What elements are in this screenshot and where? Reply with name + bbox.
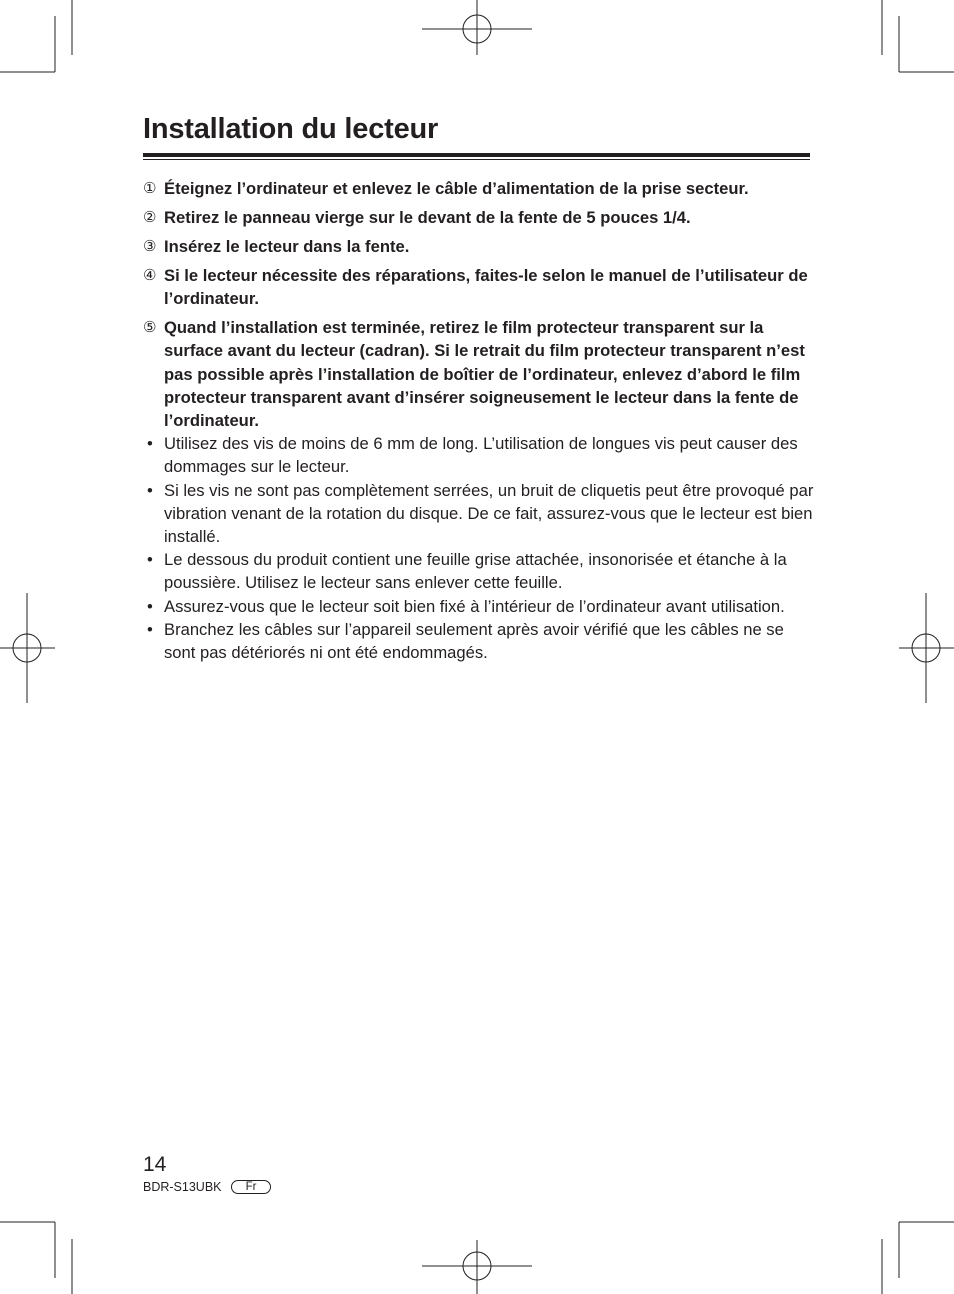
note-text: Si les vis ne sont pas complètement serrées, un bruit de cliquetis peut être provoqué par vibration venant de la rotation du disque. De ce fait, assurez-vous que le lecteur est bien installé.: [164, 480, 814, 547]
note-item: [143, 432, 815, 478]
page-number: 14: [143, 1153, 167, 1176]
step-item: [143, 177, 815, 200]
instructions: [143, 177, 815, 664]
step-text: Retirez le panneau vierge sur le devant de la fente de 5 pouces 1/4.: [164, 208, 691, 227]
bullet-dot: •: [147, 434, 153, 454]
step-text: Si le lecteur nécessite des réparations, faites-le selon le manuel de l’utilisateur de l’ordinateur.: [164, 266, 808, 309]
step-item: [143, 264, 815, 310]
step-item: [143, 206, 815, 229]
note-item: [143, 548, 815, 594]
step-number: ⑤: [143, 319, 157, 337]
step-item: [143, 235, 815, 258]
step-text: Insérez le lecteur dans la fente.: [164, 237, 410, 256]
step-item: [143, 316, 815, 432]
note-text: Le dessous du produit contient une feuille grise attachée, insonorisée et étanche à la poussière. Utilisez le lecteur sans enlever cette feuille.: [164, 550, 787, 593]
note-item: [143, 595, 815, 618]
bullet-dot: •: [147, 480, 153, 500]
note-text: Branchez les câbles sur l’appareil seulement après avoir vérifié que les câbles ne se sont pas détériorés ni ont été endommagés.: [164, 619, 784, 663]
step-text: Quand l’installation est terminée, retirez le film protecteur transparent sur la surface avant du lecteur (cadran). Si le retrait du film protecteur transparent n’est pas possible après l’installation de boîtier de l’ordinateur, enlevez d’abord le film protecteur transparent avant d’insérer soigneusement le lecteur dans la fente de l’ordinateur.: [164, 318, 805, 431]
step-number: ③: [143, 238, 157, 255]
model-number: BDR-S13UBK: [143, 1180, 222, 1194]
step-number: ④: [143, 267, 157, 284]
title-rule-thin: [143, 159, 810, 160]
step-number: ②: [143, 209, 157, 226]
bullet-dot: •: [147, 619, 153, 639]
language-badge: Fr: [231, 1180, 271, 1194]
note-text: Assurez-vous que le lecteur soit bien fixé à l’intérieur de l’ordinateur avant utilisation.: [164, 596, 785, 616]
bullet-dot: •: [147, 596, 153, 616]
note-item: [143, 479, 815, 549]
page-title: Installation du lecteur: [143, 113, 439, 145]
step-number: ①: [143, 180, 157, 197]
note-item: [143, 618, 815, 664]
title-rule-thick: [143, 153, 810, 157]
bullet-dot: •: [147, 550, 153, 570]
step-text: Éteignez l’ordinateur et enlevez le câble d’alimentation de la prise secteur.: [164, 179, 749, 198]
note-text: Utilisez des vis de moins de 6 mm de long. L’utilisation de longues vis peut causer des dommages sur le lecteur.: [164, 434, 798, 477]
